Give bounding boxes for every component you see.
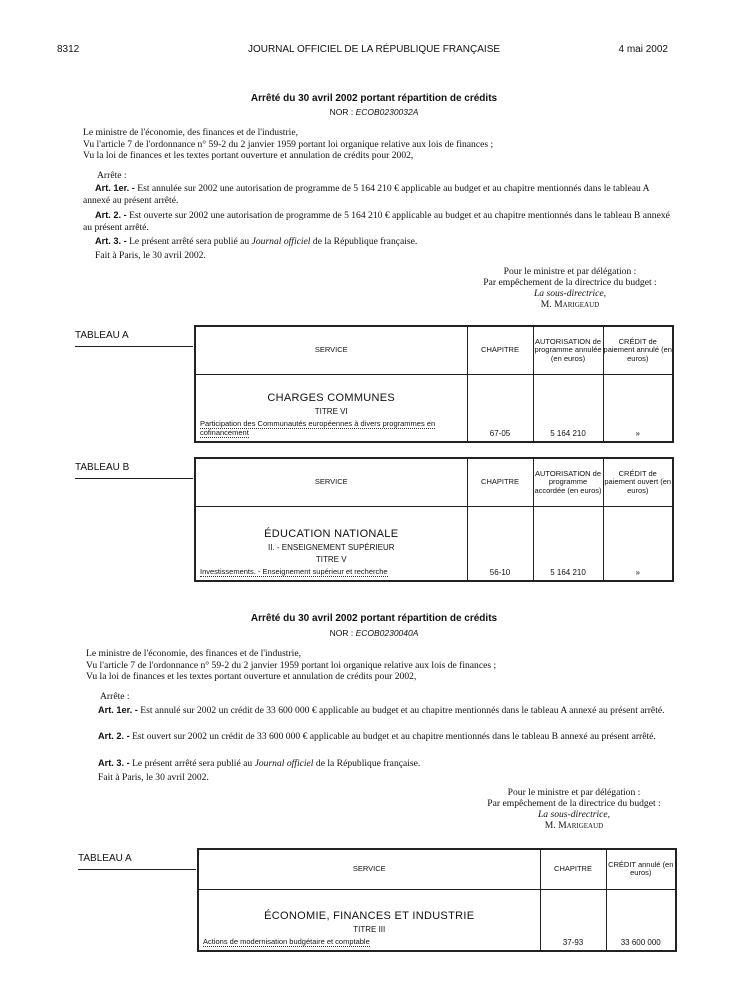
section-name: ÉCONOMIE, FINANCES ET INDUSTRIE [264,910,475,922]
col-header-service: SERVICE [195,326,467,374]
credit-value: » [603,506,673,581]
line-item: Participation des Communautés européennes à divers programmes en cofinancement [200,419,436,437]
line-item: Investissements. - Enseignement supérieur et recherche [200,567,388,576]
service-cell [195,374,467,442]
decree-2-nor-code: ECOB0230040A [355,628,419,638]
decree-2-signature: Pour le ministre et par délégation : Par empêchement de la directrice du budget : La sous-directrice, M. Marigeaud [487,787,661,831]
decree-2-nor: NOR : ECOB0230040A [329,628,419,638]
chapitre-value: 56-10 [467,506,533,581]
col-header-credit: CRÉDIT de paiement ouvert (en euros) [603,458,673,506]
table-b-label-rule [75,478,193,479]
decree-1-article-1: Art. 1er. - Est annulée sur 2002 une autorisation de programme de 5 164 210 € applicable au budget et au chapitre mentionnés dans le tableau A annexé au présent arrêté. [83,183,650,206]
col-header-service: SERVICE [198,849,540,889]
autorisation-value: 5 164 210 [533,374,603,442]
decree-2-arrete: Arrête : [100,691,130,702]
col-header-chapitre: CHAPITRE [467,458,533,506]
decree-1-article-3: Art. 3. - Le présent arrêté sera publié au Journal officiel de la République française. [95,236,418,247]
decree-1-arrete: Arrête : [97,170,127,181]
service-cell [195,506,467,581]
table-a2-label: TABLEAU A [78,853,132,864]
table-a2-label-rule [78,869,196,870]
table-b-label: TABLEAU B [75,462,130,473]
subsection-name: II. - ENSEIGNEMENT SUPÉRIEUR [267,543,395,552]
credit-value: » [603,374,673,442]
col-header-autorisation: AUTORISATION de programme accordée (en euros) [533,458,603,506]
issue-date: 4 mai 2002 [618,44,668,55]
line-item: Actions de modernisation budgétaire et comptable [203,937,370,946]
titre: TITRE V [315,555,347,564]
section-name: ÉDUCATION NATIONALE [264,528,399,540]
decree-1-title: Arrêté du 30 avril 2002 portant répartition de crédits [250,93,498,104]
col-header-credit: CRÉDIT annulé (en euros) [606,849,676,889]
col-header-chapitre: CHAPITRE [540,849,606,889]
decree-2-preamble: Le ministre de l'économie, des finances et de l'industrie, Vu l'article 7 de l'ordonnance n° 59-2 du 2 janvier 1959 portant loi organique relative aux lois de finances ; Vu la loi de finances et les textes portant ouverture et annulation de crédits pour 2002, [86,648,497,682]
section-name: CHARGES COMMUNES [267,392,396,404]
table-a-label: TABLEAU A [75,330,129,341]
service-cell [198,889,540,951]
decree-1-preamble: Le ministre de l'économie, des finances et de l'industrie, Vu l'article 7 de l'ordonnance n° 59-2 du 2 janvier 1959 portant loi organique relative aux lois de finances ; Vu la loi de finances et les textes portant ouverture et annulation de crédits pour 2002, [83,127,494,161]
decree-2-article-2: Art. 2. - Est ouvert sur 2002 un crédit de 33 600 000 € applicable au budget et au chapitre mentionnés dans le tableau B annexé au présent arrêté. [98,731,656,742]
titre: TITRE VI [314,407,348,416]
decree-1-nor: NOR : ECOB0230032A [329,107,419,117]
decree-2-done: Fait à Paris, le 30 avril 2002. [98,772,209,783]
decree-1-signature: Pour le ministre et par délégation : Par empêchement de la directrice du budget : La sous-directrice, M. Marigeaud [483,266,657,310]
decree-1-article-2: Art. 2. - Est ouverte sur 2002 une autorisation de programme de 5 164 210 € applicable au budget et au chapitre mentionnés dans le tableau B annexé au présent arrêté. [83,210,670,233]
table-a [194,325,674,443]
decree-1-done: Fait à Paris, le 30 avril 2002. [95,250,206,261]
col-header-credit: CRÉDIT de paiement annulé (en euros) [603,326,673,374]
table-a2 [197,848,677,952]
decree-2-title: Arrêté du 30 avril 2002 portant répartition de crédits [250,613,498,624]
credit-value: 33 600 000 [606,889,676,951]
decree-1-nor-code: ECOB0230032A [355,107,419,117]
page-number: 8312 [57,44,80,55]
chapitre-value: 67-05 [467,374,533,442]
col-header-service: SERVICE [195,458,467,506]
col-header-chapitre: CHAPITRE [467,326,533,374]
decree-2-article-3: Art. 3. - Le présent arrêté sera publié au Journal officiel de la République française. [98,758,421,769]
table-a-label-rule [75,346,193,347]
autorisation-value: 5 164 210 [533,506,603,581]
chapitre-value: 37-93 [540,889,606,951]
table-b [194,457,674,582]
decree-2-article-1: Art. 1er. - Est annulé sur 2002 un crédit de 33 600 000 € applicable au budget et au chapitre mentionnés dans le tableau A annexé au présent arrêté. [98,705,665,716]
journal-title: JOURNAL OFFICIEL DE LA RÉPUBLIQUE FRANÇAISE [247,44,501,55]
col-header-autorisation: AUTORISATION de programme annulée (en euros) [533,326,603,374]
titre: TITRE III [353,925,386,934]
